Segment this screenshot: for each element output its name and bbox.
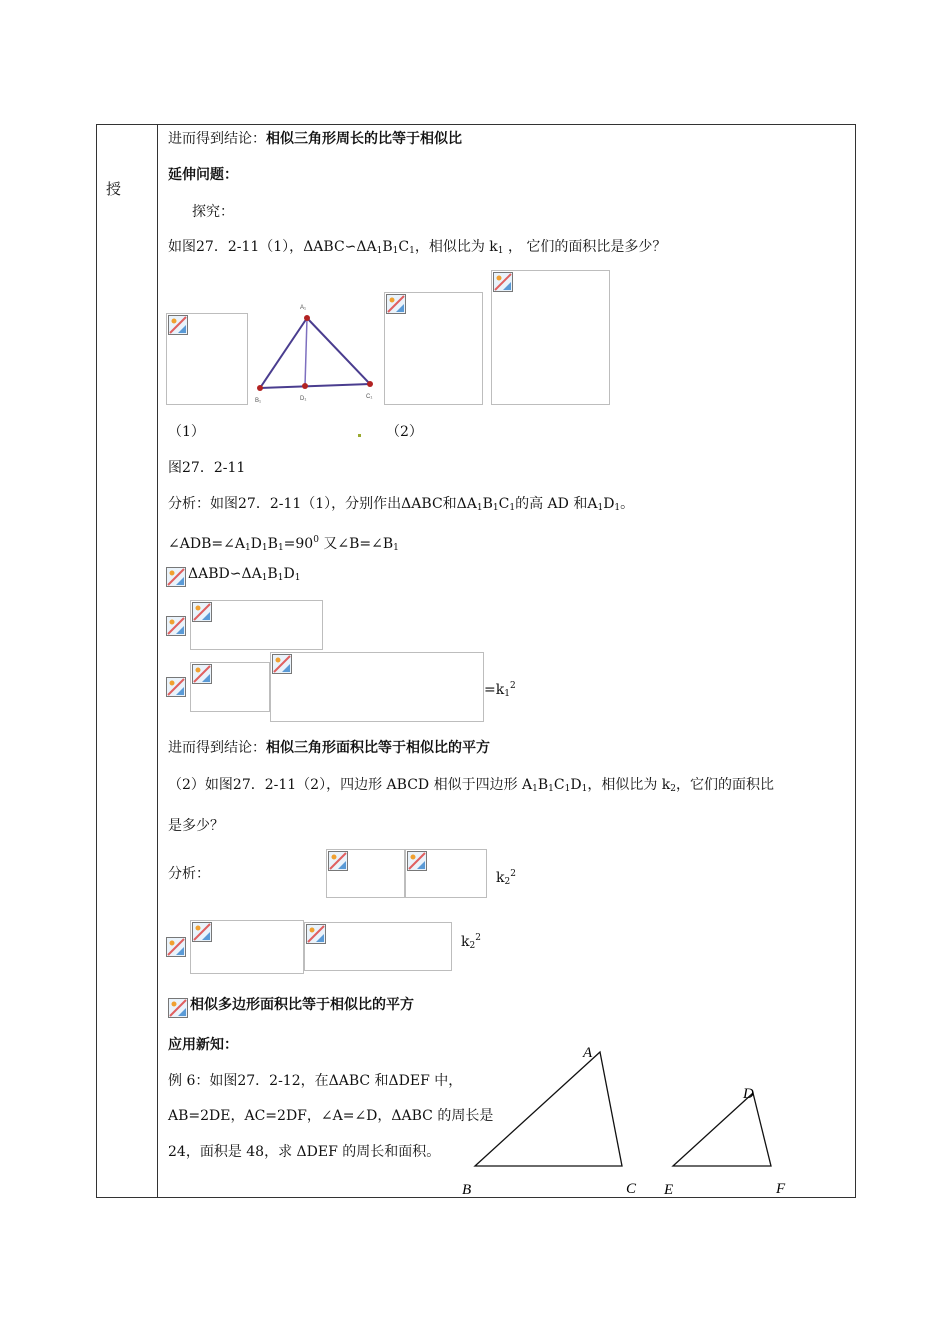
k2-squared-a <box>496 865 516 891</box>
broken-image-icon <box>166 616 186 636</box>
sim-sub: 1 <box>261 573 268 583</box>
triangle-figure-1 <box>252 298 380 406</box>
vertex-f: F <box>776 1181 786 1197</box>
q1-sub: 1 <box>392 246 399 256</box>
k1sq-sub: 1 <box>504 689 510 699</box>
a1-part: 的高 AD 和A <box>515 496 598 512</box>
broken-image-icon <box>306 924 326 944</box>
broken-image-icon <box>166 567 186 587</box>
angle-line <box>168 531 399 557</box>
a1-sub: 1 <box>476 503 483 513</box>
conclusion-2-bold: 相似三角形面积比等于相似比的平方 <box>266 740 490 756</box>
q1-part: ΔABC∽ΔA <box>303 239 377 255</box>
fig-label-mid: D₁ <box>300 396 307 402</box>
sim-sub: 1 <box>277 573 284 583</box>
image-placeholder <box>384 292 483 405</box>
broken-image-icon <box>493 272 513 292</box>
apply-heading: 应用新知： <box>168 1037 238 1053</box>
broken-image-icon <box>407 851 427 871</box>
angle-sup: 0 <box>313 535 319 545</box>
image-placeholder <box>304 922 452 971</box>
broken-image-icon <box>272 654 292 674</box>
question-2 <box>168 776 774 798</box>
k1sq-sup: 2 <box>509 681 516 691</box>
angle-part: =90 <box>283 536 314 552</box>
vertex-a: A <box>583 1045 593 1061</box>
fig-dot <box>257 385 263 391</box>
angle-part: 又∠B=∠B <box>318 536 394 552</box>
k2a-sup: 2 <box>510 869 516 879</box>
q2-part: B <box>537 777 549 793</box>
k1-squared <box>484 677 516 703</box>
vertex-c: C <box>626 1181 637 1197</box>
k2a-sub: 2 <box>504 877 511 887</box>
a1-part: 。 <box>620 496 635 512</box>
sim-part: ΔABD∽ΔA <box>188 566 262 582</box>
angle-sub: 1 <box>261 543 268 553</box>
analysis-1 <box>168 495 634 517</box>
broken-image-icon <box>192 602 212 622</box>
similar-line <box>188 565 300 587</box>
q2-sub: 1 <box>564 784 571 794</box>
image-placeholder <box>166 313 248 405</box>
fig-dot <box>304 315 310 321</box>
explore-label: 探究： <box>192 204 234 220</box>
image-placeholder <box>190 600 323 650</box>
side-label: 授 <box>106 180 122 198</box>
speck-mark <box>358 434 361 437</box>
fig-label-top: A₁ <box>300 305 307 311</box>
a1-part: C <box>498 496 510 512</box>
conclusion-1 <box>168 130 462 148</box>
triangle-abc <box>475 1052 622 1166</box>
q2-part: ，相似比为 k <box>587 777 671 793</box>
vertex-b: B <box>462 1182 472 1198</box>
image-placeholder <box>491 270 610 405</box>
broken-image-icon <box>386 294 406 314</box>
a1-part: D <box>603 496 615 512</box>
broken-image-icon <box>166 677 186 697</box>
sim-sub: 1 <box>294 573 301 583</box>
a1-sub: 1 <box>614 503 621 513</box>
k2b-sup: 2 <box>475 933 481 943</box>
k2b-part: k <box>461 934 470 950</box>
fig-dot <box>302 383 308 389</box>
example-6-figure <box>455 1035 800 1200</box>
conclusion-3: 相似多边形面积比等于相似比的平方 <box>190 997 414 1013</box>
q1-sub: 1 <box>409 246 415 256</box>
q2-sub: 2 <box>670 784 676 794</box>
a1-sub: 1 <box>597 503 604 513</box>
angle-part: ∠ADB=∠A <box>168 536 245 552</box>
q2-sub: 1 <box>581 784 588 794</box>
broken-image-icon <box>168 998 188 1018</box>
fig-edge <box>260 318 307 388</box>
k2b-sub: 2 <box>469 941 476 951</box>
conclusion-2-prefix: 进而得到结论： <box>168 740 266 756</box>
vertex-e: E <box>664 1182 674 1198</box>
broken-image-icon <box>328 851 348 871</box>
conclusion-2 <box>168 739 490 757</box>
q2-part: D <box>570 777 582 793</box>
k2a-part: k <box>496 870 505 886</box>
fig-altitude <box>305 318 307 386</box>
angle-sub: 1 <box>393 543 399 553</box>
q2-sub: 1 <box>532 784 538 794</box>
q2-part: C <box>553 777 565 793</box>
conclusion-1-bold: 相似三角形周长的比等于相似比 <box>266 131 462 147</box>
broken-image-icon <box>168 315 188 335</box>
extend-heading: 延伸问题： <box>168 167 238 183</box>
q1-part: C <box>398 239 410 255</box>
q2-part: ，它们的面积比 <box>676 777 774 793</box>
column-divider <box>157 124 158 1198</box>
image-placeholder <box>270 652 484 722</box>
broken-image-icon <box>192 664 212 684</box>
fig-label-left: B₁ <box>255 398 262 404</box>
q1-sub: 1 <box>497 246 504 256</box>
a1-part: 分析：如图27．2-11（1），分别作出ΔABC和ΔA <box>168 496 477 512</box>
broken-image-icon <box>166 937 186 957</box>
k2-squared-b <box>461 929 481 955</box>
example-6-line-2: AB=2DE，AC=2DF，∠A=∠D，ΔABC 的周长是 <box>168 1108 494 1124</box>
fig-label-right: C₁ <box>366 394 373 400</box>
q2-sub: 1 <box>548 784 554 794</box>
k1sq-part: =k <box>484 682 505 698</box>
angle-part: B <box>267 536 278 552</box>
example-6-line-1: 例 6：如图27．2-12，在ΔABC 和ΔDEF 中， <box>168 1073 463 1089</box>
q1-sub: 1 <box>376 246 383 256</box>
a1-sub: 1 <box>509 503 516 513</box>
q1-part: ， 它们的面积比是多少？ <box>503 239 667 255</box>
conclusion-1-prefix: 进而得到结论： <box>168 131 266 147</box>
fig-edge <box>307 318 370 384</box>
image-placeholder <box>190 920 304 974</box>
figure-label-2: （2） <box>386 424 423 440</box>
angle-sub: 1 <box>277 543 284 553</box>
figure-caption: 图27．2-11 <box>168 460 246 476</box>
angle-sub: 1 <box>244 543 251 553</box>
image-placeholder <box>190 662 270 712</box>
q1-part: ，相似比为 k <box>414 239 498 255</box>
image-placeholder <box>326 849 405 898</box>
q1-part: 如图27．2-11（1）， <box>168 239 304 255</box>
analysis-2-label: 分析： <box>168 866 210 882</box>
example-6-line-3: 24，面积是 48，求 ΔDEF 的周长和面积。 <box>168 1144 441 1160</box>
question-1 <box>168 238 666 260</box>
q2-part: （2）如图27．2-11（2），四边形 ABCD 相似于四边形 A <box>168 777 533 793</box>
sim-part: D <box>283 566 295 582</box>
fig-dot <box>367 381 373 387</box>
fig-edge <box>260 384 370 388</box>
sim-part: B <box>267 566 278 582</box>
angle-part: D <box>250 536 262 552</box>
figure-label-1: （1） <box>168 424 205 440</box>
image-placeholder <box>405 849 487 898</box>
vertex-d: D <box>743 1086 754 1102</box>
a1-sub: 1 <box>492 503 499 513</box>
a1-part: B <box>482 496 493 512</box>
broken-image-icon <box>192 922 212 942</box>
q1-part: B <box>382 239 393 255</box>
question-2-line-2: 是多少？ <box>168 818 224 834</box>
triangle-def <box>673 1093 771 1166</box>
